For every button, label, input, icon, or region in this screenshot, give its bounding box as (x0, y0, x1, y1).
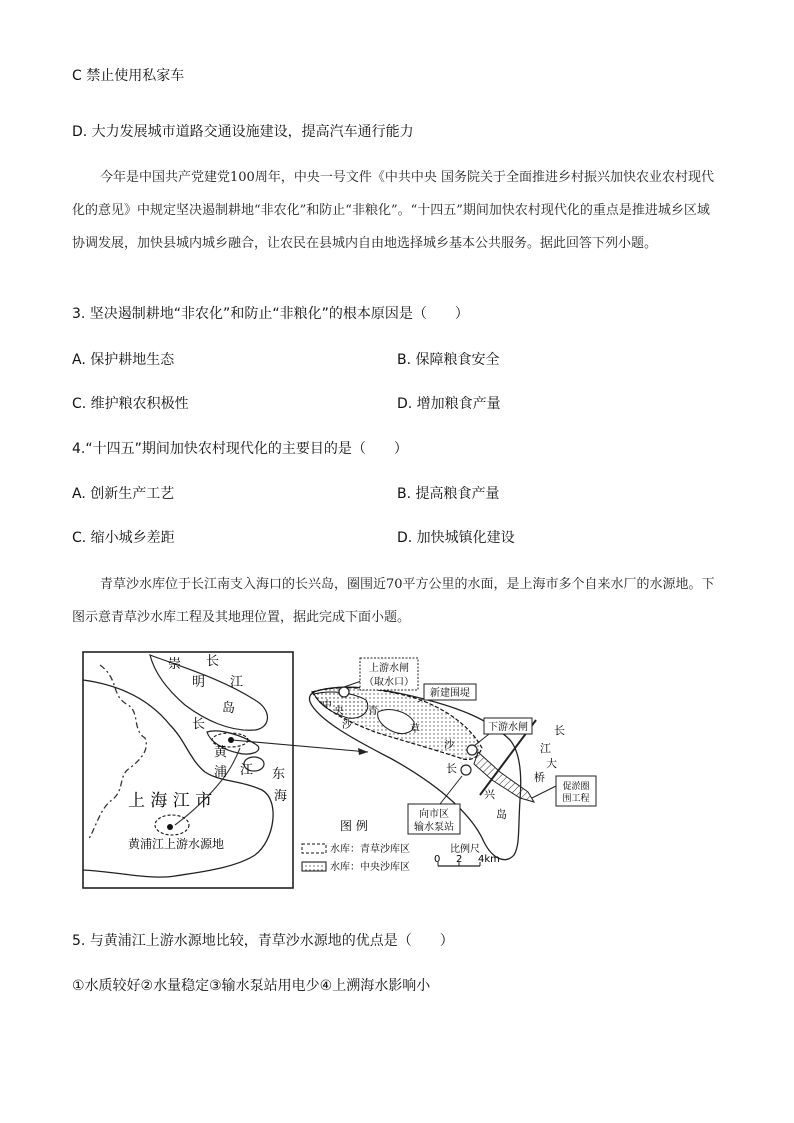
label-changxing-dao: 岛 (496, 808, 507, 821)
q2-option-d: D. 大力发展城市道路交通设施建设，提高汽车通行能力 (72, 124, 414, 140)
scale-label-2: 2 (456, 854, 463, 865)
label-cao: 草 (410, 724, 420, 735)
q3-option-a: A. 保护耕地生态 (72, 352, 175, 368)
label-zhong: 中 (322, 700, 332, 711)
pump-station-label-1: 向市区 (419, 809, 449, 820)
scale-label-4: 4km (478, 854, 500, 865)
label-dao: 岛 (222, 701, 236, 716)
q4-option-b: B. 提高粮食产量 (397, 486, 500, 502)
label-yang: 央 (334, 706, 344, 717)
legend-qcs-label: 水库：青草沙库区 (330, 844, 410, 855)
label-changjiang-chang: 长 (206, 654, 220, 669)
upper-sluice-label: 上游水闸 (369, 663, 409, 674)
q3-option-b: B. 保障粮食安全 (397, 352, 500, 368)
huangpu-river (175, 748, 240, 825)
qingcaosha-map-figure (0, 640, 794, 900)
lower-sluice-point (467, 745, 477, 755)
label-changxing-chang: 长 (446, 762, 457, 775)
pump-station-label-2: 输水泵站 (414, 822, 454, 833)
label-qing: 青 (368, 706, 378, 717)
q3-option-d: D. 增加粮食产量 (397, 396, 501, 412)
label-bridge-qiao: 桥 (534, 771, 545, 784)
label-huangpu-source: 黄浦江上游水源地 (128, 837, 225, 851)
label-shanghai-city: 上 海 江 市 (128, 791, 213, 811)
locator-arrowhead (358, 748, 368, 755)
q3-option-c: C. 维护粮农积极性 (72, 396, 189, 412)
label-hai: 海 (274, 789, 288, 804)
label-pu: 浦 (214, 765, 228, 780)
label-sha2: 沙 (444, 740, 454, 751)
passage-rural-revitalization: 今年是中国共产党建党100周年，中央一号文件《中共中央 国务院关于全面推进乡村振兴加快农业农村现代化的意见》中规定坚决遏制耕地“非农化”和防止“非粮化”。“十四五”期间加快农村现代化的重点是推进城乡区域协调发展，加快县城内城乡融合，让农民在县城内自由地选择城乡基本公共服务。据此回答下列小题。 (72, 170, 714, 251)
label-changxing-xing: 兴 (484, 788, 495, 801)
label-changjiang-jiang: 江 (230, 675, 244, 690)
huangpu-source-point (167, 824, 173, 830)
label-chong: 崇 (168, 657, 182, 672)
q4-option-c: C. 缩小城乡差距 (72, 530, 175, 546)
locator-line (232, 740, 368, 752)
label-sha: 沙 (342, 720, 352, 731)
legend-zys-swatch (302, 862, 326, 871)
q4-option-d: D. 加快城镇化建设 (397, 530, 515, 546)
legend-zys-label: 水库：中央沙库区 (330, 862, 410, 873)
q5-stem: 5. 与黄浦江上游水源地比较，青草沙水源地的优点是（ ） (72, 933, 454, 949)
label-bridge-jiang: 江 (540, 742, 551, 755)
q5-items: ①水质较好②水量稳定③输水泵站用电少④上溯海水影响小 (72, 978, 431, 994)
q3-stem: 3. 坚决遏制耕地“非农化”和防止“非粮化”的根本原因是（ ） (72, 306, 469, 322)
label-bridge-chang: 长 (554, 724, 565, 737)
passage-qingcaosha: 青草沙水库位于长江南支入海口的长兴岛，圈围近70平方公里的水面，是上海市多个自来水厂的水源地。下图示意青草沙水库工程及其地理位置，据此完成下面小题。 (72, 577, 715, 625)
pump-station-point (461, 765, 471, 775)
label-jiang: 江 (240, 763, 254, 778)
label-dong: 东 (272, 767, 286, 782)
q4-option-a: A. 创新生产工艺 (72, 486, 175, 502)
upper-sluice-sub-label: （取水口） (364, 677, 414, 688)
label-ming: 明 (192, 675, 206, 690)
label-chang: 长 (192, 717, 206, 732)
upper-sluice-point (339, 687, 349, 697)
label-huang: 黄 (214, 745, 228, 760)
dike-project-label-1: 促淤圈 (562, 782, 590, 792)
label-bridge-da: 大 (546, 757, 557, 770)
q4-stem: 4.“十四五”期间加快农村现代化的主要目的是（ ） (72, 441, 408, 457)
q2-option-c: C 禁止使用私家车 (72, 68, 185, 84)
lower-sluice-label: 下游水闸 (488, 722, 528, 733)
legend-title: 图 例 (340, 819, 368, 833)
leader-dike (532, 786, 556, 798)
new-dam-label: 新建围堤 (430, 688, 470, 699)
scale-label-0: 0 (434, 854, 441, 865)
province-boundary (88, 665, 146, 840)
dike-project-label-2: 围工程 (562, 794, 590, 804)
scale-title: 比例尺 (450, 844, 480, 855)
legend-qcs-swatch (302, 844, 326, 853)
